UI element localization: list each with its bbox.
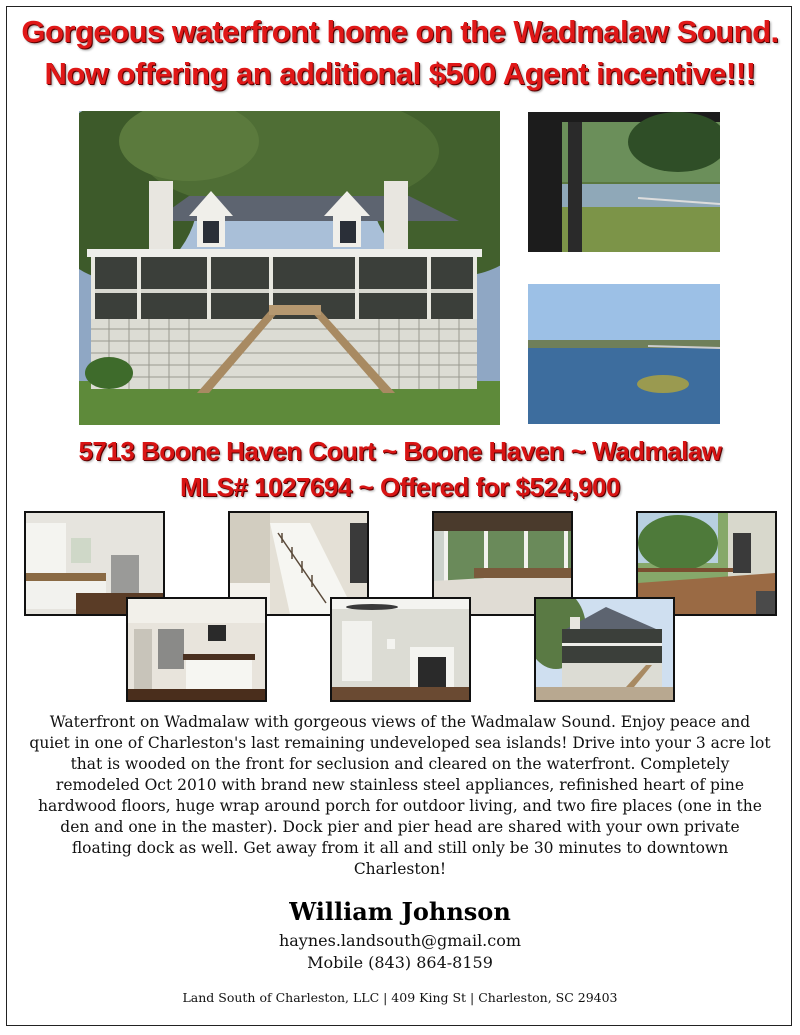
waterfront-view-photo <box>528 112 720 252</box>
address-line: 5713 Boone Haven Court ~ Boone Haven ~ Wadmalaw <box>78 436 722 466</box>
brokerage-footer: Land South of Charleston, LLC | 409 King St | Charleston, SC 29403 <box>182 990 618 1005</box>
main-house-photo <box>79 111 500 425</box>
headline-line-1: Gorgeous waterfront home on the Wadmalaw Sound. <box>21 14 779 49</box>
property-description: Waterfront on Wadmalaw with gorgeous views of the Wadmalaw Sound. Enjoy peace and quiet in one of Charleston's last remaining undeveloped sea islands! Drive into your 3 acre lot that is wooded on the front for seclusion and cleared on the waterfront. Completely remodeled Oct 2010 with brand new stainless steel appliances, refinished heart of pine hardwood floors, huge wrap around porch for outdoor living, and two fire places (one in the den and one in the master). Dock pier and pier head are shared with your own private floating dock as well. Get away from it all and still only be 30 minutes to downtown Charleston! <box>29 713 771 878</box>
headline-line-2: Now offering an additional $500 Agent incentive!!! <box>44 56 756 91</box>
house-rear-photo <box>534 597 675 702</box>
marsh-water-photo <box>528 284 720 424</box>
mls-price-line: MLS# 1027694 ~ Offered for $524,900 <box>180 472 620 502</box>
living-room-fireplace-photo <box>330 597 471 702</box>
kitchen-island-photo <box>126 597 267 702</box>
agent-email[interactable]: haynes.landsouth@gmail.com <box>278 931 522 950</box>
agent-name: William Johnson <box>289 897 511 926</box>
agent-mobile: Mobile (843) 864-8159 <box>307 953 493 972</box>
